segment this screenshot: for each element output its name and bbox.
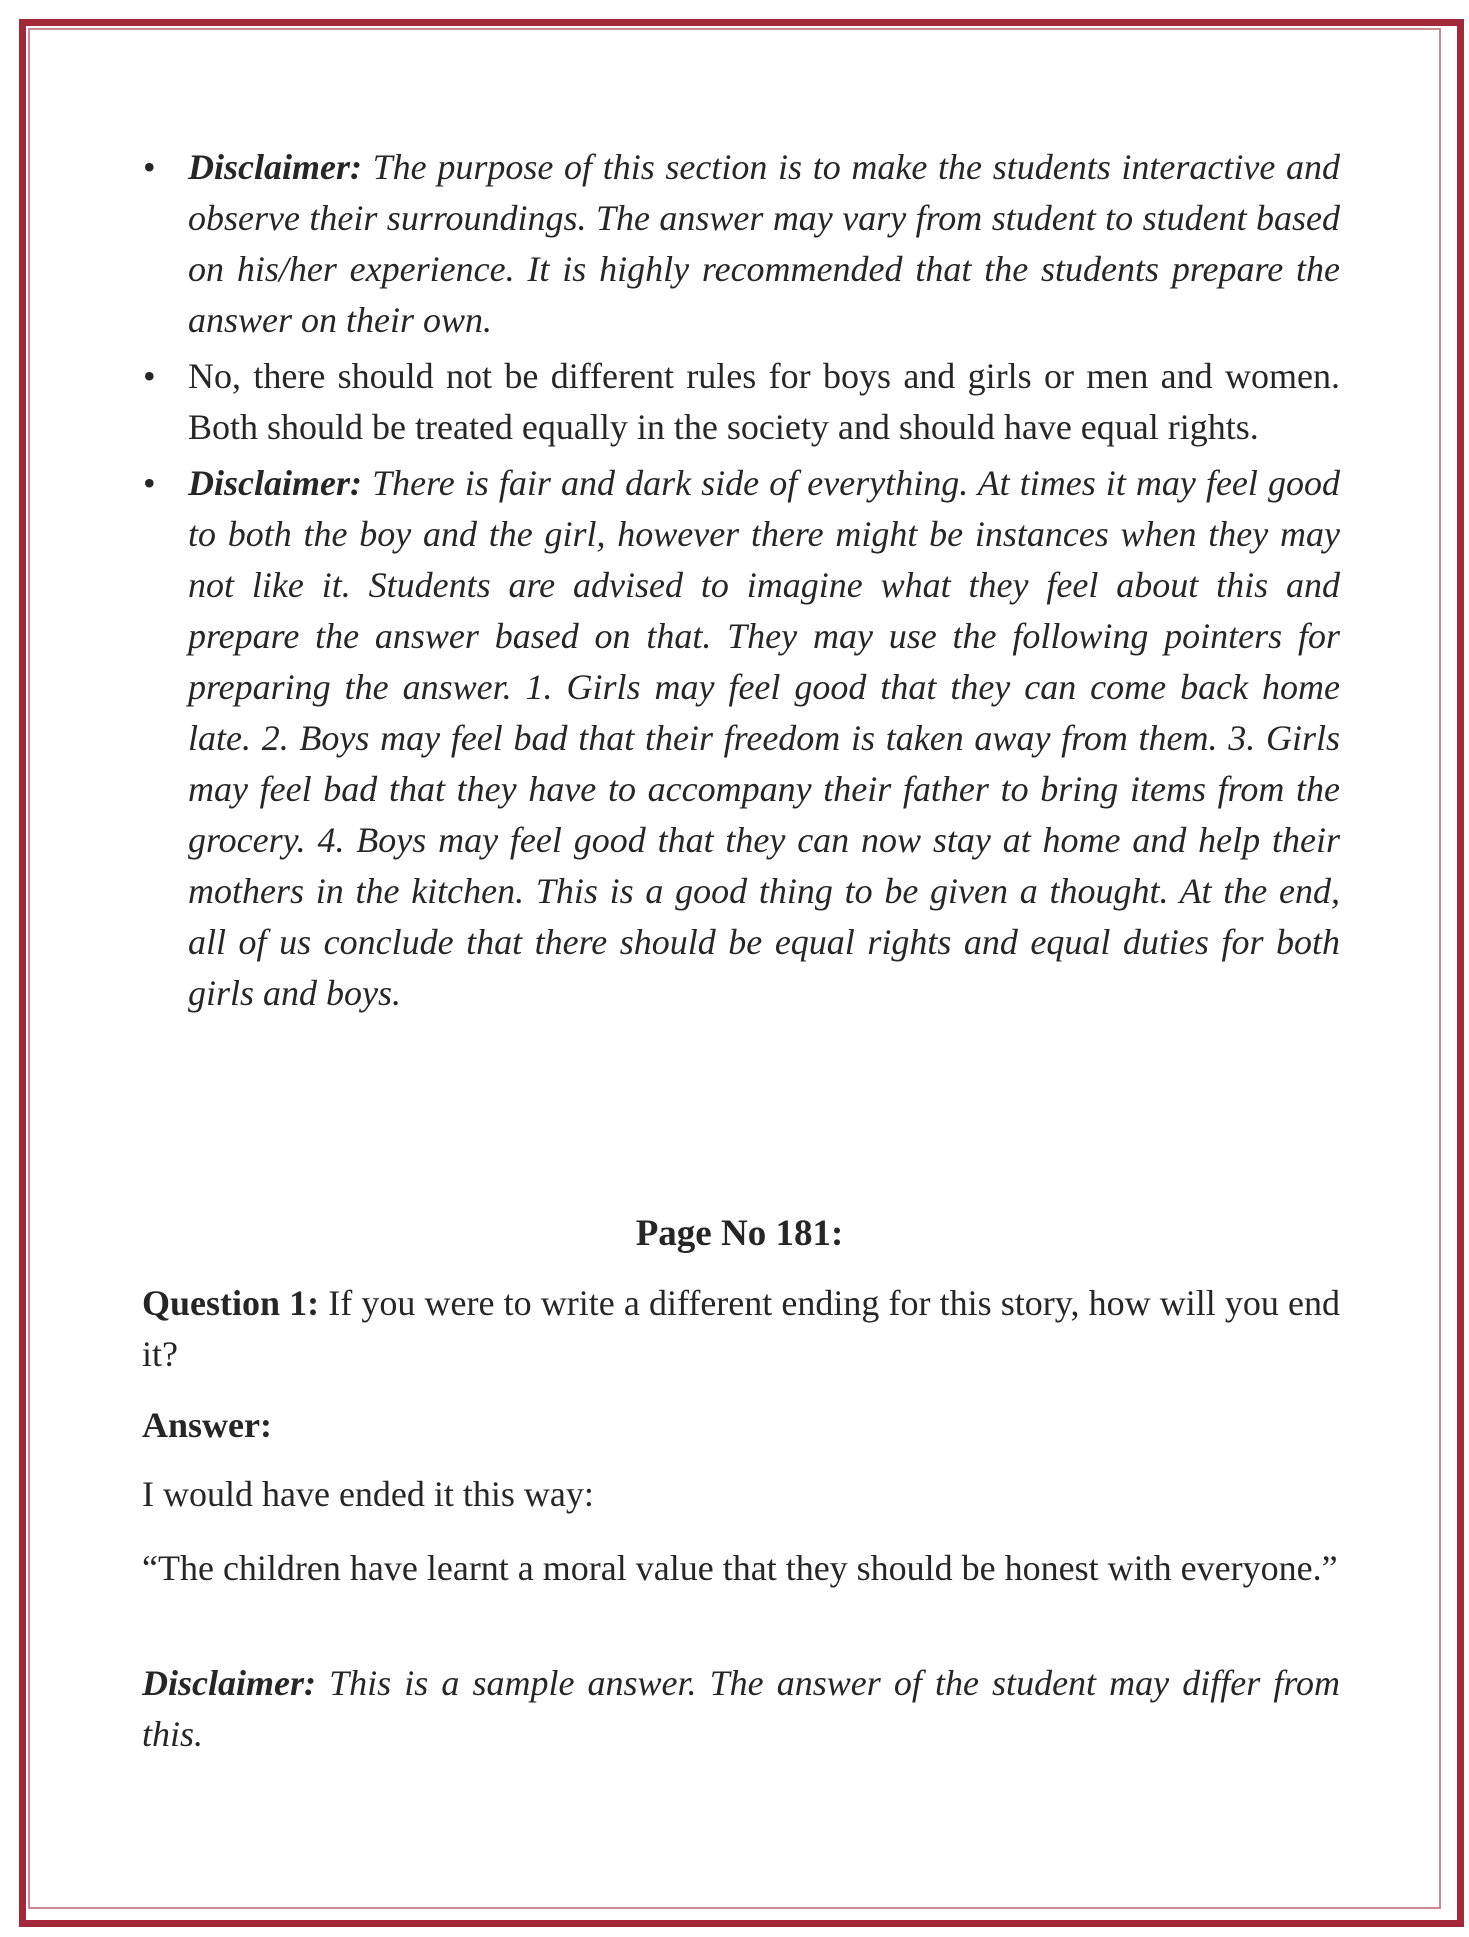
- answer-label: Answer:: [142, 1405, 272, 1445]
- question-1: [142, 1278, 1340, 1380]
- disclaimer-text: This is a sample answer. The answer of the student may differ from this.: [142, 1663, 1340, 1754]
- disclaimer-label: Disclaimer:: [188, 147, 362, 187]
- bullet-text: No, there should not be different rules for boys and girls or men and women. Both should be treated equally in the society and should have equal rights.: [188, 356, 1340, 447]
- answer-intro: I would have ended it this way:: [142, 1474, 594, 1514]
- bullet-icon: •: [143, 356, 156, 396]
- question-text: If you were to write a different ending for this story, how will you end it?: [142, 1283, 1340, 1374]
- bullet-list: [0, 142, 1469, 1024]
- bullet-icon: •: [143, 147, 156, 187]
- bullet-body: The purpose of this section is to make the students interactive and observe their surroundings. The answer may vary from student to student based on his/her experience. It is highly recommended that the students prepare the answer on their own.: [188, 147, 1340, 340]
- bullet-item-disclaimer-1: [0, 142, 1340, 346]
- bullet-body: There is fair and dark side of everything. At times it may feel good to both the boy and the girl, however there might be instances when they may not like it. Students are advised to imagine what they feel about this and prepare the answer based on that. They may use the following pointers for preparing the answer. 1. Girls may feel good that they can come back home late. 2. Boys may feel bad that their freedom is taken away from them. 3. Girls may feel bad that they have to accompany their father to bring items from the grocery. 4. Boys may feel good that they can now stay at home and help their mothers in the kitchen. This is a good thing to be given a thought. At the end, all of us conclude that there should be equal rights and equal duties for both girls and boys.: [188, 463, 1340, 1013]
- question-label: Question 1:: [142, 1283, 320, 1323]
- bullet-text: [188, 458, 1340, 1019]
- page-heading: Page No 181:: [635, 1213, 844, 1254]
- answer-quote: “The children have learnt a moral value that they should be honest with everyone.”: [142, 1548, 1338, 1588]
- disclaimer-label: Disclaimer:: [188, 463, 362, 503]
- disclaimer-label: Disclaimer:: [142, 1663, 316, 1703]
- answer-disclaimer: [142, 1658, 1340, 1760]
- bullet-icon: •: [143, 463, 156, 503]
- bullet-item-disclaimer-2: [0, 458, 1340, 1019]
- bullet-item-equal-rules: [0, 351, 1340, 453]
- bullet-text: [188, 142, 1340, 346]
